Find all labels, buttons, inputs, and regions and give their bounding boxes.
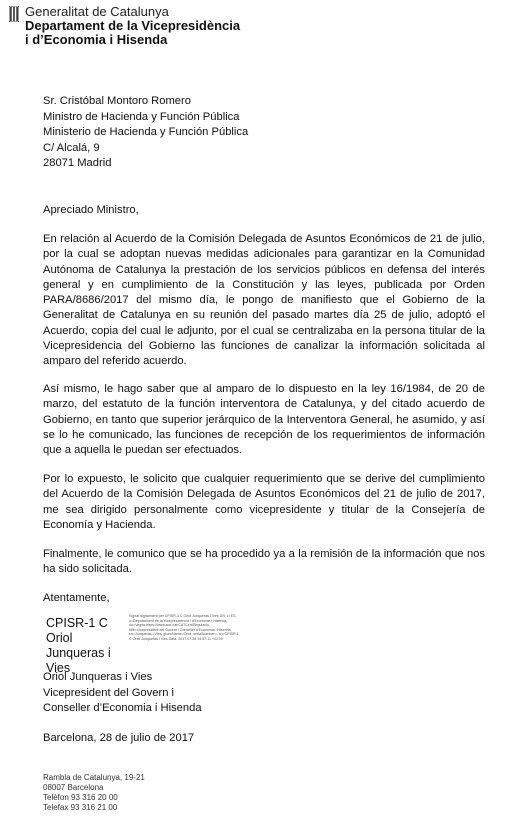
date-line: Barcelona, 28 de julio de 2017 <box>43 732 195 744</box>
signature-name <box>46 616 126 676</box>
signatory <box>43 670 202 717</box>
recipient-line: 28071 Madrid <box>43 157 112 169</box>
recipient-line: Ministerio de Hacienda y Función Pública <box>43 126 249 138</box>
footer-address <box>43 773 145 813</box>
letterhead-department-line1: Departament de la Vicepresidència <box>25 18 241 33</box>
footer-line: Telèfon 93 316 20 00 <box>43 793 118 802</box>
digital-signature <box>43 610 243 675</box>
recipient-address <box>43 94 248 172</box>
footer-line: 08007 Barcelona <box>43 783 104 792</box>
signature-certificate-text: Signat digitalment per CPISR-1 C Oriol Junqueras i Vies DN: c=ES, o=Departament de la Vicepresidència i d'Economia i Hisenda, ou=Vegeu https://www.aoc.cat/CATCert/Regulacio, title=Vicepresident del Govern i Conseller d'Economia i Hisenda, sn=Junqueras i Vies, givenName=Oriol, serialNumber=, cn=CPISR-1 C Oriol Junqueras i Vies Data: 2017.07.28 14:57:11 +02'00' <box>129 614 239 641</box>
body-paragraph-2: Así mismo, le hago saber que al amparo de lo dispuesto en la ley 16/1984, de 20 de marzo, del estatuto de la función interventora de Catalunya, y del citado acuerdo de Gobierno, en tanto que superior jerárquico de la Interventora General, he asumido, y así se lo he comunicado, las funciones de recepción de los requerimientos de información que a aquella le puedan ser efectuados. <box>43 383 485 457</box>
greeting: Apreciado Ministro, <box>43 204 139 216</box>
letterhead <box>25 5 240 47</box>
signature-name-line: CPISR-1 C Oriol <box>46 616 108 645</box>
signatory-line: Vicepresident del Govern i <box>43 686 175 699</box>
signatory-line: Oriol Junqueras i Vies <box>43 671 153 683</box>
letterhead-department-line2: i d’Economia i Hisenda <box>25 32 168 47</box>
body-paragraph-1: En relación al Acuerdo de la Comisión Delegada de Asuntos Económicos de 21 de julio, por la cual se adoptan nuevas medidas adicionales para garantizar en la Comunidad Autónoma de Catalunya la prestación de los servicios públicos en defensa del interés general y en cumplimiento de la Constitución y las leyes, publicada por Orden PARA/8686/2017 del mismo día, le pongo de manifiesto que el Gobierno de la Generalitat de Catalunya en su reunión del pasado martes día 25 de julio, adoptó el Acuerdo, copia del cual le adjunto, por el cual se centralizaba en la persona titular de la Vicepresidencia del Gobierno las funciones de canalizar la información solicitada al amparo del referido acuerdo. <box>43 233 485 368</box>
footer-line: Rambla de Catalunya, 19-21 <box>43 773 145 782</box>
body-paragraph-3: Por lo expuesto, le solicito que cualquier requerimiento que se derive del cumplimiento del Acuerdo de la Comisión Delegada de Asuntos Económicos del 21 de julio de 2017, me sea dirigido personalmente como vicepresidente y titular de la Consejería de Economía y Hacienda. <box>43 473 485 531</box>
body-paragraph-4: Finalmente, le comunico que se ha procedido ya a la remisión de la información que nos ha sido solicitada. <box>43 548 485 576</box>
signatory-line: Conseller d’Economia i Hisenda <box>43 702 202 714</box>
recipient-line: Ministro de Hacienda y Función Pública <box>43 110 240 123</box>
signature-name-line: Vies <box>46 661 71 675</box>
signature-name-line: Junqueras i <box>46 646 111 660</box>
recipient-line: C/ Alcalá, 9 <box>43 141 100 154</box>
recipient-line: Sr. Cristóbal Montoro Romero <box>43 95 191 107</box>
footer-line: Telefax 93 316 21 00 <box>43 803 118 812</box>
generalitat-seal-icon <box>9 6 19 22</box>
closing: Atentamente, <box>43 592 110 604</box>
letterhead-institution: Generalitat de Catalunya <box>25 4 169 19</box>
